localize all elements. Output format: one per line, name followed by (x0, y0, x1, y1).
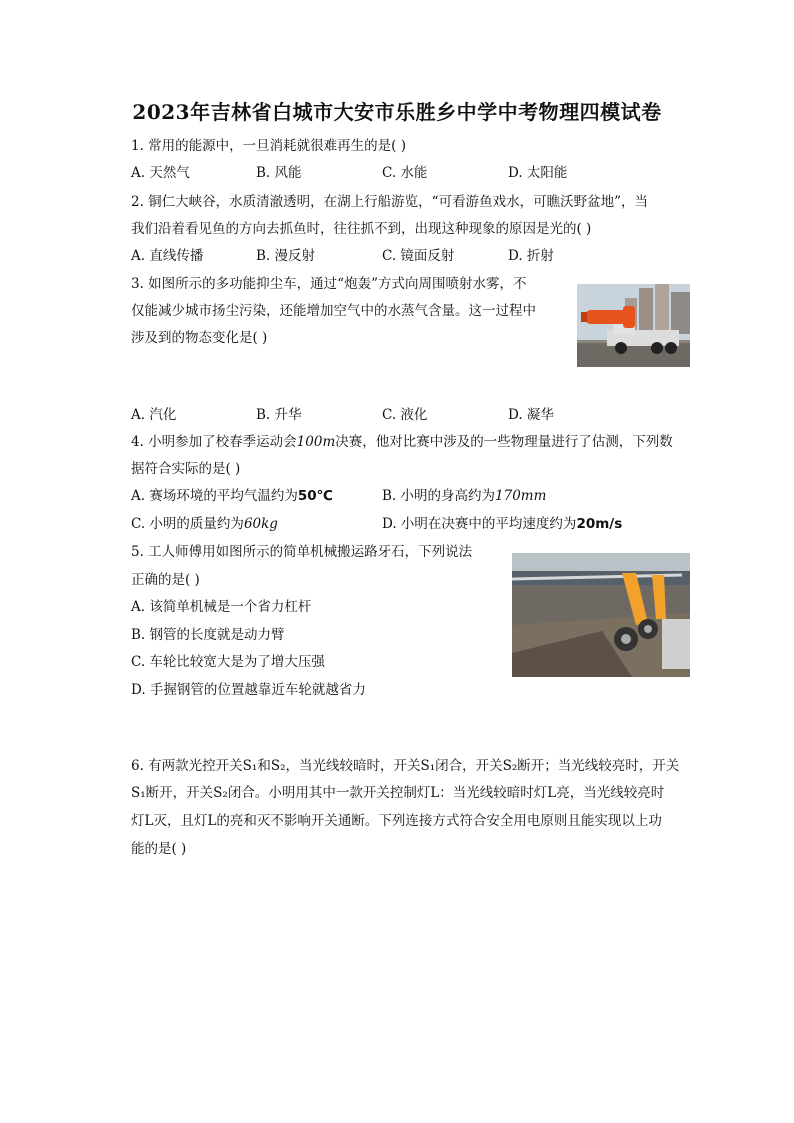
q1-option-b: B. 风能 (256, 165, 302, 181)
q4-distance: 100m (296, 434, 336, 450)
q1-option-d: D. 太阳能 (508, 165, 568, 181)
curbstone-lever-cart-photo (512, 553, 690, 677)
page-title: 2023年吉林省白城市大安市乐胜乡中学中考物理四模试卷 (132, 100, 662, 124)
q5-option-a: A. 该简单机械是一个省力杠杆 (131, 599, 312, 615)
q1-option-c: C. 水能 (382, 165, 428, 181)
q2-stem-line1: 2. 铜仁大峡谷，水质清澈透明，在湖上行船游览，“可看游鱼戏水，可瞧沃野盆地”，当 (131, 194, 648, 210)
q3-option-c: C. 液化 (382, 407, 428, 423)
q4-option-c (131, 515, 278, 533)
q4-option-c-text: C. 小明的质量约为 (131, 516, 244, 532)
q4-option-a-text: A. 赛场环境的平均气温约为 (131, 488, 298, 504)
q5-option-d: D. 手握钢管的位置越靠近车轮就越省力 (131, 682, 366, 698)
dust-suppression-truck-photo (577, 284, 690, 367)
q2-stem-line2: 我们沿着看见鱼的方向去抓鱼时，往往抓不到，出现这种现象的原因是光的( ) (131, 221, 592, 237)
q4-option-a-value: 50℃ (297, 488, 333, 504)
q2-option-b: B. 漫反射 (256, 248, 316, 264)
q3-stem-line2: 仅能减少城市扬尘污染，还能增加空气中的水蒸气含量。这一过程中 (131, 303, 536, 319)
q3-option-d: D. 凝华 (508, 407, 554, 423)
q6-stem-line4: 能的是( ) (131, 841, 187, 857)
q2-option-c: C. 镜面反射 (382, 248, 455, 264)
q1-stem: 1. 常用的能源中，一旦消耗就很难再生的是( ) (131, 138, 406, 154)
q6-stem-line3: 灯L灭，且灯L的亮和灭不影响开关通断。下列连接方式符合安全用电原则且能实现以上功 (131, 813, 662, 829)
q5-option-c: C. 车轮比较宽大是为了增大压强 (131, 654, 325, 670)
q3-option-b: B. 升华 (256, 407, 302, 423)
q4-option-d-value: 20m/s (576, 516, 623, 532)
q6-stem-line1: 6. 有两款光控开关S₁和S₂，当光线较暗时，开关S₁闭合，开关S₂断开；当光线较亮时，开关 (131, 758, 680, 774)
q4-option-a (131, 487, 333, 505)
q5-stem-line2: 正确的是( ) (131, 572, 200, 588)
q3-stem-line3: 涉及到的物态变化是( ) (131, 330, 268, 346)
q4-option-d (382, 515, 622, 533)
q3-stem-line1: 3. 如图所示的多功能抑尘车，通过“炮轰”方式向周围喷射水雾，不 (131, 276, 527, 292)
q3-option-a: A. 汽化 (131, 407, 177, 423)
q5-stem-line1: 5. 工人师傅用如图所示的简单机械搬运路牙石，下列说法 (131, 544, 473, 560)
q4-option-b-value: 170mm (495, 488, 547, 504)
q5-option-b: B. 钢管的长度就是动力臂 (131, 627, 285, 643)
q4-stem-part1: 4. 小明参加了校春季运动会 (131, 434, 297, 450)
q4-stem-line1 (131, 433, 673, 451)
q6-stem-line2: S₁断开，开关S₂闭合。小明用其中一款开关控制灯L：当光线较暗时灯L亮，当光线较亮时 (131, 785, 665, 801)
q2-option-a: A. 直线传播 (131, 248, 204, 264)
q1-option-a: A. 天然气 (131, 165, 190, 181)
q4-stem-line2: 据符合实际的是( ) (131, 461, 241, 477)
q4-option-c-value: 60kg (243, 516, 278, 532)
q4-option-d-text: D. 小明在决赛中的平均速度约为 (382, 516, 577, 532)
q4-option-b-text: B. 小明的身高约为 (382, 488, 496, 504)
q4-stem-part2: 决赛，他对比赛中涉及的一些物理量进行了估测，下列数 (335, 434, 673, 450)
q4-option-b (382, 487, 546, 505)
q2-option-d: D. 折射 (508, 248, 554, 264)
